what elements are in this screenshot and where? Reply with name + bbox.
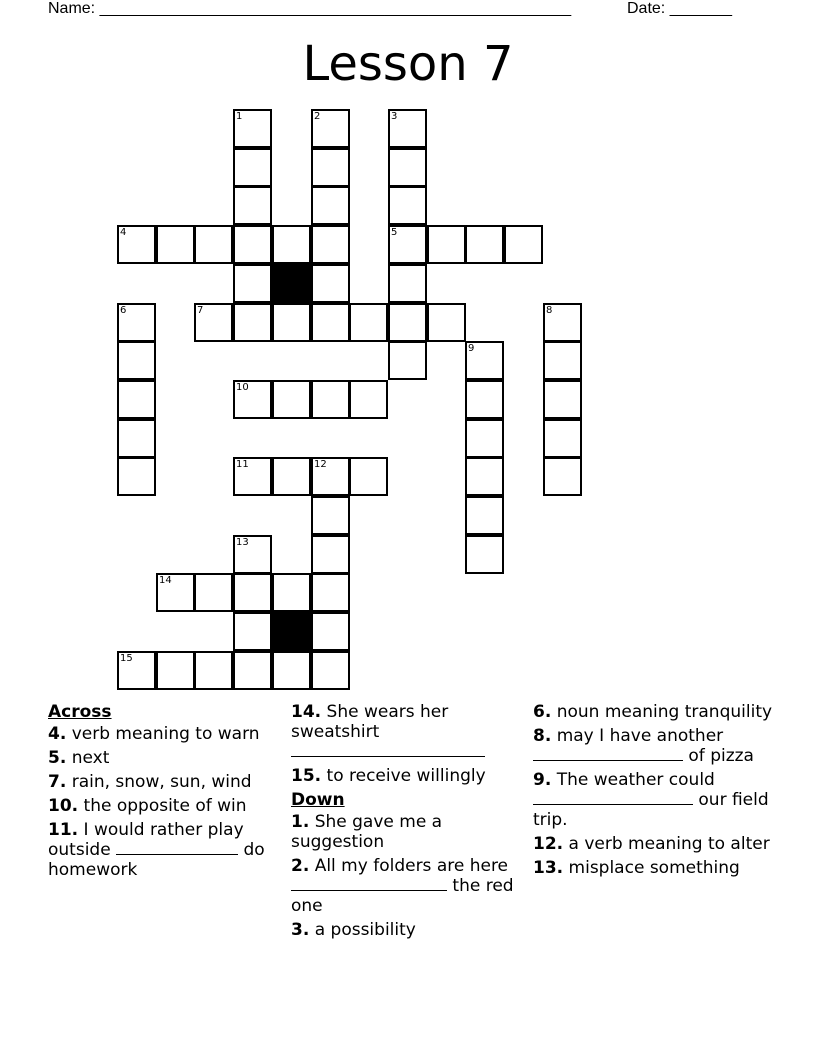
crossword-cell[interactable] <box>388 109 427 148</box>
cell-number: 14 <box>159 575 172 586</box>
crossword-cell[interactable] <box>388 341 427 380</box>
crossword-cell[interactable] <box>272 380 311 419</box>
down-clue-1 <box>291 812 521 852</box>
cell-number: 3 <box>391 111 398 122</box>
clue-number: 12. <box>533 834 564 854</box>
crossword-cell[interactable] <box>311 651 350 690</box>
cell-number: 15 <box>120 653 133 664</box>
crossword-cell[interactable] <box>543 419 582 458</box>
crossword-cell[interactable] <box>311 303 350 342</box>
crossword-cell[interactable] <box>349 457 388 496</box>
cell-number: 12 <box>314 459 327 470</box>
down-clue-8 <box>533 726 773 766</box>
clue-number: 6. <box>533 702 552 722</box>
across-heading: Across <box>48 702 112 722</box>
crossword-black-cell <box>272 264 311 303</box>
crossword-cell[interactable] <box>117 651 156 690</box>
crossword-cell[interactable] <box>233 225 272 264</box>
crossword-cell[interactable] <box>233 457 272 496</box>
crossword-cell[interactable] <box>272 573 311 612</box>
crossword-cell[interactable] <box>233 535 272 574</box>
down-clue-9 <box>533 770 773 830</box>
cell-number: 11 <box>236 459 249 470</box>
answer-blank <box>116 840 238 855</box>
cell-number: 7 <box>197 305 204 316</box>
crossword-cell[interactable] <box>465 341 504 380</box>
crossword-cell[interactable] <box>427 303 466 342</box>
across-clue-11 <box>48 820 278 880</box>
crossword-cell[interactable] <box>233 148 272 187</box>
crossword-cell[interactable] <box>311 573 350 612</box>
clue-text: of pizza <box>688 746 754 766</box>
crossword-cell[interactable] <box>194 651 233 690</box>
cell-number: 10 <box>236 382 249 393</box>
crossword-cell[interactable] <box>388 303 427 342</box>
crossword-cell[interactable] <box>311 457 350 496</box>
clue-text: I would rather play outside <box>48 820 244 860</box>
crossword-black-cell <box>272 612 311 651</box>
clue-number: 4. <box>48 724 67 744</box>
clue-text: a verb meaning to alter <box>568 834 770 854</box>
across-clue-15 <box>291 766 521 786</box>
date-field-label[interactable]: Date: _______ <box>627 0 732 17</box>
cell-number: 1 <box>236 111 243 122</box>
clue-number: 14. <box>291 702 322 722</box>
across-clue-14 <box>291 702 521 762</box>
crossword-cell[interactable] <box>156 651 195 690</box>
crossword-cell[interactable] <box>233 264 272 303</box>
crossword-cell[interactable] <box>272 303 311 342</box>
crossword-cell[interactable] <box>388 148 427 187</box>
down-clue-13 <box>533 858 773 878</box>
crossword-cell[interactable] <box>427 225 466 264</box>
clue-text: do homework <box>48 840 265 880</box>
answer-blank <box>291 742 485 757</box>
clue-text: All my folders are here <box>314 856 509 876</box>
crossword-cell[interactable] <box>311 612 350 651</box>
clue-number: 2. <box>291 856 310 876</box>
answer-blank <box>533 790 693 805</box>
crossword-cell[interactable] <box>233 380 272 419</box>
across-clue-4 <box>48 724 278 744</box>
down-clue-3 <box>291 920 521 940</box>
clue-number: 5. <box>48 748 67 768</box>
across-clue-7 <box>48 772 278 792</box>
across-clue-5 <box>48 748 278 768</box>
clue-number: 15. <box>291 766 322 786</box>
cell-number: 2 <box>314 111 321 122</box>
answer-blank <box>533 746 683 761</box>
crossword-cell[interactable] <box>233 651 272 690</box>
down-heading: Down <box>291 790 345 810</box>
crossword-cell[interactable] <box>156 573 195 612</box>
clue-number: 8. <box>533 726 552 746</box>
across-clue-10 <box>48 796 278 816</box>
crossword-cell[interactable] <box>311 535 350 574</box>
clue-number: 9. <box>533 770 552 790</box>
clue-text: She gave me a suggestion <box>291 812 443 852</box>
page-title: Lesson 7 <box>302 36 514 92</box>
cell-number: 4 <box>120 227 127 238</box>
crossword-cell[interactable] <box>465 496 504 535</box>
crossword-cell[interactable] <box>388 186 427 225</box>
cell-number: 13 <box>236 537 249 548</box>
crossword-cell[interactable] <box>465 535 504 574</box>
down-clue-12 <box>533 834 773 854</box>
clue-number: 11. <box>48 820 79 840</box>
cell-number: 5 <box>391 227 398 238</box>
crossword-cell[interactable] <box>233 612 272 651</box>
clue-text: the red one <box>291 876 514 916</box>
crossword-cell[interactable] <box>233 109 272 148</box>
crossword-cell[interactable] <box>543 380 582 419</box>
clue-number: 7. <box>48 772 67 792</box>
name-field-label[interactable]: Name: _____________________________________________________ <box>48 0 572 17</box>
clue-text: may I have another <box>556 726 724 746</box>
crossword-cell[interactable] <box>272 225 311 264</box>
clue-text: She wears her sweatshirt <box>291 702 449 742</box>
clue-number: 10. <box>48 796 79 816</box>
crossword-cell[interactable] <box>311 380 350 419</box>
clue-text: The weather could <box>556 770 715 790</box>
clue-number: 3. <box>291 920 310 940</box>
crossword-cell[interactable] <box>311 109 350 148</box>
crossword-cell[interactable] <box>465 457 504 496</box>
crossword-cell[interactable] <box>156 225 195 264</box>
crossword-cell[interactable] <box>311 496 350 535</box>
crossword-cell[interactable] <box>117 303 156 342</box>
crossword-cell[interactable] <box>349 380 388 419</box>
crossword-cell[interactable] <box>194 225 233 264</box>
crossword-cell[interactable] <box>117 380 156 419</box>
answer-blank <box>291 876 447 891</box>
crossword-cell[interactable] <box>311 264 350 303</box>
clue-text: noun meaning tranquility <box>556 702 773 722</box>
crossword-cell[interactable] <box>311 148 350 187</box>
crossword-cell[interactable] <box>543 457 582 496</box>
clue-text: misplace something <box>568 858 740 878</box>
clue-text: next <box>71 748 110 768</box>
clue-number: 1. <box>291 812 310 832</box>
clue-text: to receive willingly <box>326 766 486 786</box>
clue-text: our field trip. <box>533 790 769 830</box>
crossword-cell[interactable] <box>311 225 350 264</box>
cell-number: 8 <box>546 305 553 316</box>
cell-number: 6 <box>120 305 127 316</box>
clue-text: rain, snow, sun, wind <box>71 772 252 792</box>
down-clue-6 <box>533 702 773 722</box>
crossword-cell[interactable] <box>117 457 156 496</box>
crossword-cell[interactable] <box>272 457 311 496</box>
crossword-cell[interactable] <box>465 225 504 264</box>
crossword-cell[interactable] <box>117 419 156 458</box>
crossword-cell[interactable] <box>543 341 582 380</box>
crossword-cell[interactable] <box>117 341 156 380</box>
crossword-cell[interactable] <box>311 186 350 225</box>
crossword-cell[interactable] <box>194 573 233 612</box>
crossword-cell[interactable] <box>465 419 504 458</box>
crossword-cell[interactable] <box>272 651 311 690</box>
crossword-cell[interactable] <box>388 225 427 264</box>
crossword-cell[interactable] <box>194 303 233 342</box>
crossword-cell[interactable] <box>233 303 272 342</box>
clue-column-1 <box>48 702 278 884</box>
clue-text: verb meaning to warn <box>71 724 260 744</box>
crossword-cell[interactable] <box>349 303 388 342</box>
crossword-cell[interactable] <box>543 303 582 342</box>
cell-number: 9 <box>468 343 475 354</box>
clue-number: 13. <box>533 858 564 878</box>
down-clue-2 <box>291 856 521 916</box>
crossword-cell[interactable] <box>117 225 156 264</box>
crossword-cell[interactable] <box>504 225 543 264</box>
crossword-cell[interactable] <box>465 380 504 419</box>
crossword-cell[interactable] <box>388 264 427 303</box>
crossword-cell[interactable] <box>233 186 272 225</box>
crossword-cell[interactable] <box>233 573 272 612</box>
clue-text: the opposite of win <box>83 796 247 816</box>
clue-column-2 <box>291 702 521 944</box>
clue-column-3 <box>533 702 773 882</box>
clue-text: a possibility <box>314 920 416 940</box>
